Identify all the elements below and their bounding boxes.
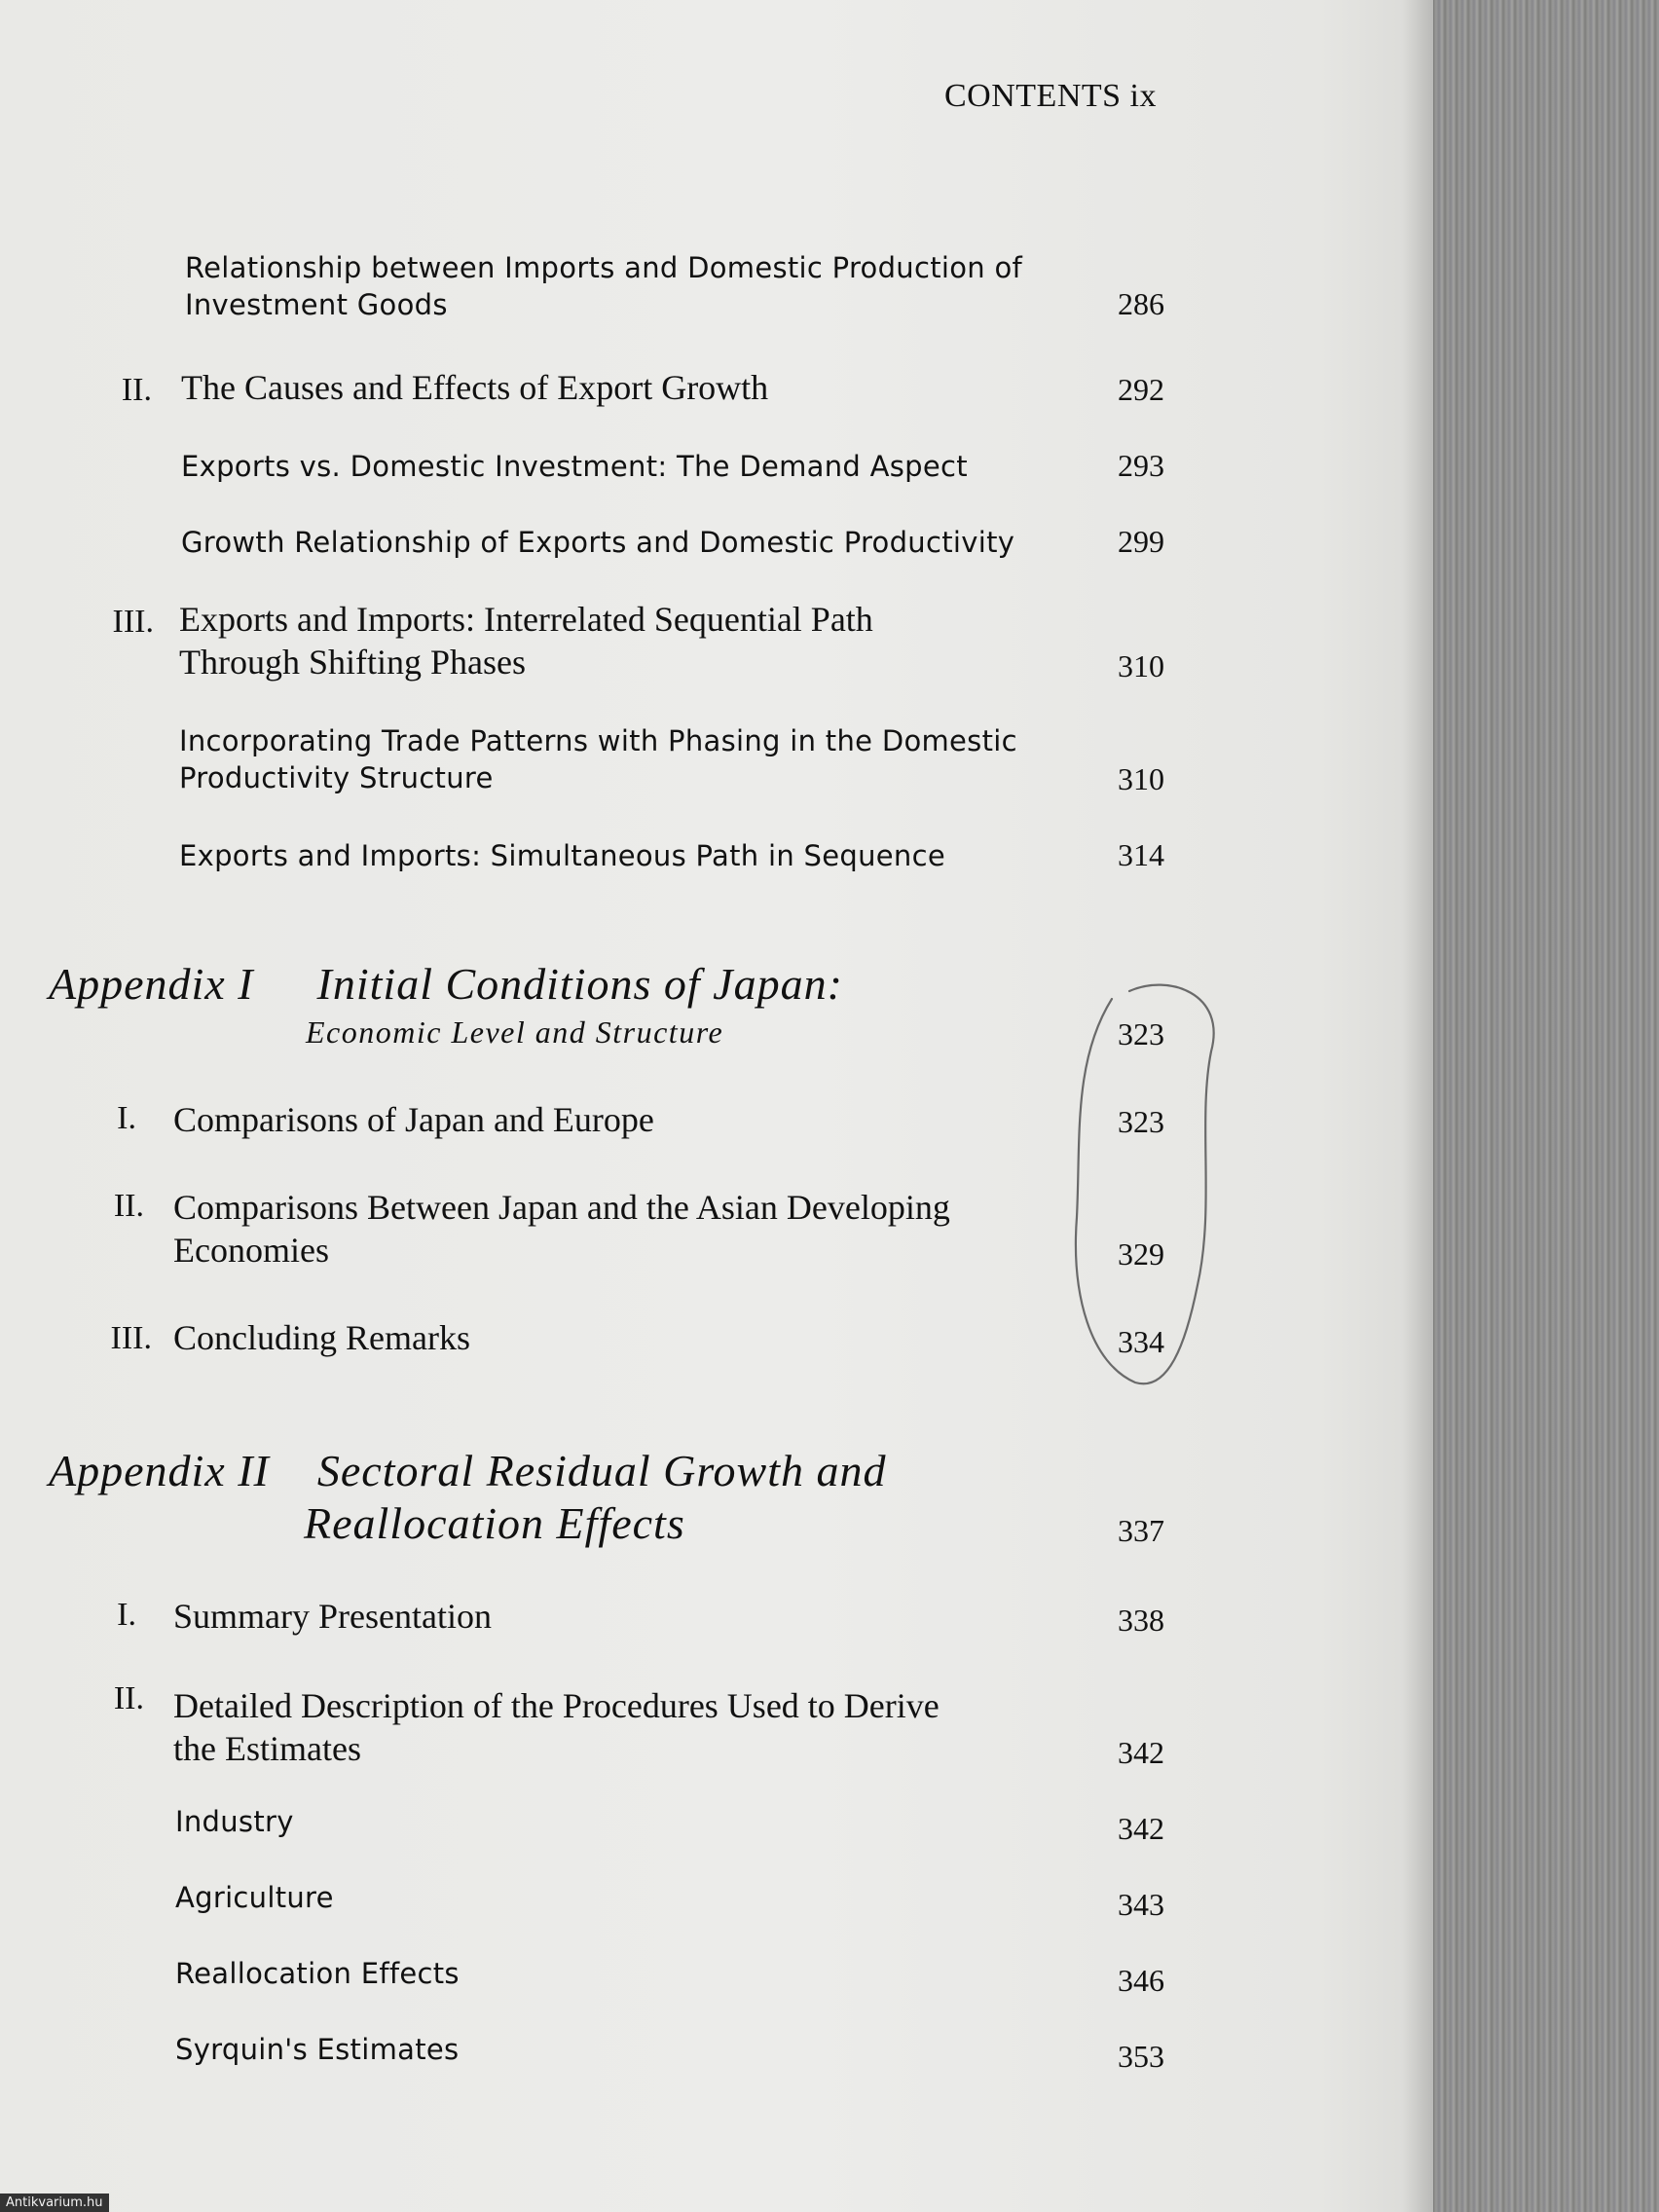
toc-entry-text: Productivity Structure: [179, 761, 494, 794]
appendix-title-continued: Reallocation Effects: [304, 1498, 685, 1548]
toc-subentry: Growth Relationship of Exports and Domestic Productivity: [181, 526, 1015, 559]
book-page-edges: [1433, 0, 1659, 2212]
toc-entry-text: the Estimates: [173, 1729, 361, 1768]
page-number: 323: [1118, 1016, 1164, 1051]
appendix-heading: [49, 958, 843, 1010]
page-number: 299: [1118, 524, 1164, 559]
page-number: 323: [1118, 1104, 1164, 1139]
page-number: 293: [1118, 448, 1164, 483]
page-number: 338: [1118, 1603, 1164, 1638]
page-number: 286: [1118, 286, 1164, 321]
pencil-circle-mark: [1051, 974, 1227, 1402]
page-number: 342: [1118, 1811, 1164, 1846]
toc-entry-text: Through Shifting Phases: [179, 643, 526, 682]
page-number: 337: [1118, 1513, 1164, 1548]
page-number: 346: [1118, 1963, 1164, 1998]
toc-section-title: The Causes and Effects of Export Growth: [181, 368, 769, 407]
section-numeral: II.: [121, 372, 152, 408]
toc-entry-text: Economies: [173, 1231, 329, 1270]
toc-section-title: Summary Presentation: [173, 1597, 492, 1636]
page-number: 343: [1118, 1887, 1164, 1922]
section-numeral: II.: [113, 1680, 144, 1716]
toc-subentry: [179, 722, 1017, 796]
toc-subentry: [185, 249, 1022, 323]
toc-subentry: Exports vs. Domestic Investment: The Demand Aspect: [181, 450, 968, 483]
toc-subentry: Syrquin's Estimates: [175, 2033, 460, 2066]
appendix-label: Appendix I: [49, 959, 254, 1009]
toc-section-title: [173, 1186, 950, 1272]
toc-subentry: Exports and Imports: Simultaneous Path in Sequence: [179, 839, 945, 872]
toc-section-title: Comparisons of Japan and Europe: [173, 1100, 654, 1139]
toc-section-title: [173, 1684, 940, 1770]
toc-subentry: Agriculture: [175, 1881, 334, 1914]
page-number: 353: [1118, 2039, 1164, 2074]
watermark: Antikvarium.hu: [0, 2194, 109, 2212]
page-number: 310: [1118, 648, 1164, 683]
toc-subentry: Industry: [175, 1805, 294, 1838]
appendix-label: Appendix II: [49, 1446, 270, 1495]
toc-section-title: [179, 598, 873, 683]
section-numeral: III.: [110, 1320, 152, 1356]
toc-entry-text: Investment Goods: [185, 288, 448, 321]
toc-entry-text: Relationship between Imports and Domestic Production of: [185, 251, 1023, 284]
section-numeral: I.: [117, 1100, 136, 1136]
toc-entry-text: Incorporating Trade Patterns with Phasing in the Domestic: [179, 724, 1017, 757]
section-numeral: II.: [113, 1188, 144, 1224]
running-header: CONTENTS ix: [944, 78, 1157, 114]
page-number: 292: [1118, 372, 1164, 407]
toc-entry-text: Exports and Imports: Interrelated Sequential Path: [179, 600, 873, 639]
toc-subentry: Reallocation Effects: [175, 1957, 460, 1990]
page-number: 334: [1118, 1324, 1164, 1359]
page-number: 342: [1118, 1735, 1164, 1770]
page-number: 329: [1118, 1236, 1164, 1272]
section-numeral: III.: [112, 604, 154, 640]
appendix-heading: [49, 1445, 887, 1496]
page-number: 310: [1118, 761, 1164, 796]
section-numeral: I.: [117, 1597, 136, 1633]
appendix-title: Initial Conditions of Japan:: [316, 959, 843, 1009]
page-gutter-shadow: [1402, 0, 1433, 2212]
appendix-subtitle: Economic Level and Structure: [306, 1014, 724, 1050]
toc-entry-text: Detailed Description of the Procedures Used to Derive: [173, 1686, 940, 1725]
appendix-title: Sectoral Residual Growth and: [316, 1446, 887, 1495]
toc-entry-text: Comparisons Between Japan and the Asian Developing: [173, 1188, 950, 1227]
toc-section-title: Concluding Remarks: [173, 1318, 470, 1357]
page-number: 314: [1118, 837, 1164, 872]
